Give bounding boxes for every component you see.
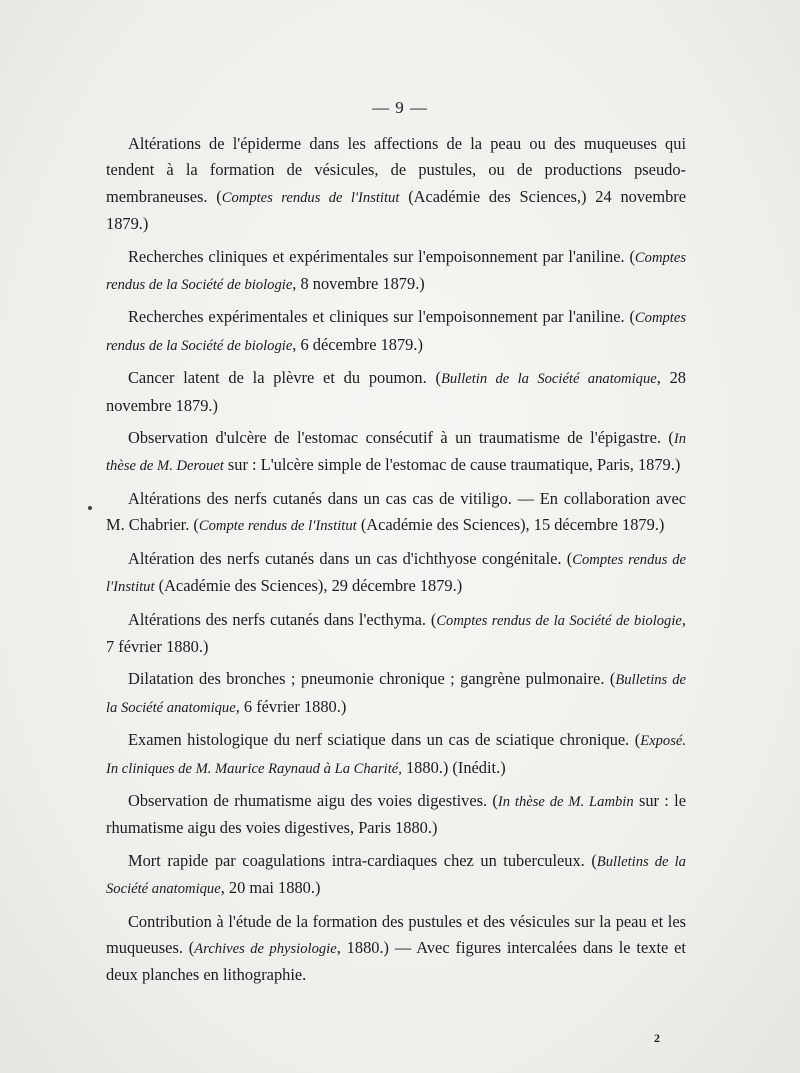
entry-text: Recherches cliniques et expérimentales sur l'empoisonnement par l'aniline. (	[128, 246, 635, 266]
entry-details: , 7 février 1880.)	[106, 609, 686, 656]
entry-details: , 1880.) — Avec figures intercalées dans le texte et deux planches en lithographie.	[106, 937, 686, 985]
margin-mark	[88, 506, 92, 510]
entry-details: (Académie des Sciences), 29 décembre 1879.)	[154, 576, 463, 596]
entry-source: Bulletins de la Société anatomique	[106, 672, 686, 716]
entry-source: Comptes rendus de l'Institut	[221, 189, 400, 206]
entry-details: , 8 novembre 1879.)	[292, 274, 425, 294]
bibliography-entry	[106, 788, 686, 842]
entry-source: Compte rendus de l'Institut	[198, 518, 357, 535]
bibliography-entry	[106, 546, 686, 601]
signature-mark: 2	[654, 1031, 660, 1045]
entry-source: Comptes rendus de la Société de biologie	[106, 310, 686, 354]
bibliography-list	[106, 131, 686, 995]
bibliography-entry	[106, 727, 686, 782]
entry-details: sur : le rhumatisme aigu des voies digestives, Paris 1880.)	[106, 790, 686, 838]
bibliography-entry	[106, 486, 686, 540]
bibliography-entry	[106, 131, 686, 238]
entry-text: Observation d'ulcère de l'estomac consécutif à un traumatisme de l'épigastre. (	[128, 428, 674, 448]
entry-text: Contribution à l'étude de la formation des pustules et des vésicules sur la peau et les muqueuses. (	[106, 911, 686, 957]
entry-text: Altérations des nerfs cutanés dans un cas cas de vitiligo. — En collaboration avec M. Chabrier. (	[106, 488, 686, 535]
bibliography-entry	[106, 244, 686, 299]
bibliography-entry	[106, 425, 686, 480]
bibliography-entry	[106, 304, 686, 359]
entry-details: (Académie des Sciences), 15 décembre 1879.)	[356, 515, 665, 535]
entry-text: Altération des nerfs cutanés dans un cas d'ichthyose congénitale. (	[128, 548, 573, 568]
entry-text: Observation de rhumatisme aigu des voies digestives. (	[128, 790, 498, 810]
bibliography-entry	[106, 607, 686, 661]
bibliography-entry	[106, 666, 686, 721]
entry-details: sur : L'ulcère simple de l'estomac de cause traumatique, Paris, 1879.)	[223, 455, 681, 475]
bibliography-entry	[106, 909, 686, 989]
entry-source: In thèse de M. Lambin	[497, 793, 634, 810]
entry-details: 1880.) (Inédit.)	[401, 757, 506, 777]
entry-details: (Académie des Sciences,) 24 novembre 1879.)	[106, 186, 686, 234]
entry-text: Cancer latent de la plèvre et du poumon. (	[128, 368, 441, 388]
page-number: — 9 —	[372, 98, 428, 117]
entry-text: Altérations de l'épiderme dans les affections de la peau ou des muqueuses qui tendent à la formation de vésicules, de pustules, ou de productions pseudo-membraneuses. (	[106, 134, 686, 206]
entry-text: Altérations des nerfs cutanés dans l'ecthyma. (	[128, 609, 437, 629]
entry-source: In thèse de M. Derouet	[106, 431, 686, 475]
entry-text: Recherches expérimentales et cliniques sur l'empoisonnement par l'aniline. (	[128, 307, 635, 327]
entry-source: Comptes rendus de la Société de biologie	[436, 612, 682, 629]
entry-source: Comptes rendus de l'Institut	[106, 551, 686, 596]
entry-source: Exposé. In cliniques de M. Maurice Raynaud à La Charité,	[106, 733, 686, 777]
entry-source: Bulletin de la Société anatomique	[440, 371, 657, 388]
entry-text: Mort rapide par coagulations intra-cardiaques chez un tuberculeux. (	[128, 850, 597, 870]
entry-source: Bulletins de la Société anatomique	[106, 853, 686, 898]
entry-details: , 20 mai 1880.)	[220, 878, 321, 898]
entry-text: Examen histologique du nerf sciatique dans un cas de sciatique chronique. (	[128, 730, 641, 750]
entry-source: Archives de physiologie	[194, 940, 337, 957]
entry-details: , 6 décembre 1879.)	[292, 334, 423, 354]
bibliography-entry	[106, 365, 686, 419]
entry-text: Dilatation des bronches ; pneumonie chronique ; gangrène pulmonaire. (	[128, 669, 616, 689]
entry-details: , 28 novembre 1879.)	[106, 368, 687, 415]
entry-details: , 6 février 1880.)	[235, 696, 347, 716]
entry-source: Comptes rendus de la Société de biologie	[106, 249, 686, 294]
bibliography-entry	[106, 848, 686, 903]
